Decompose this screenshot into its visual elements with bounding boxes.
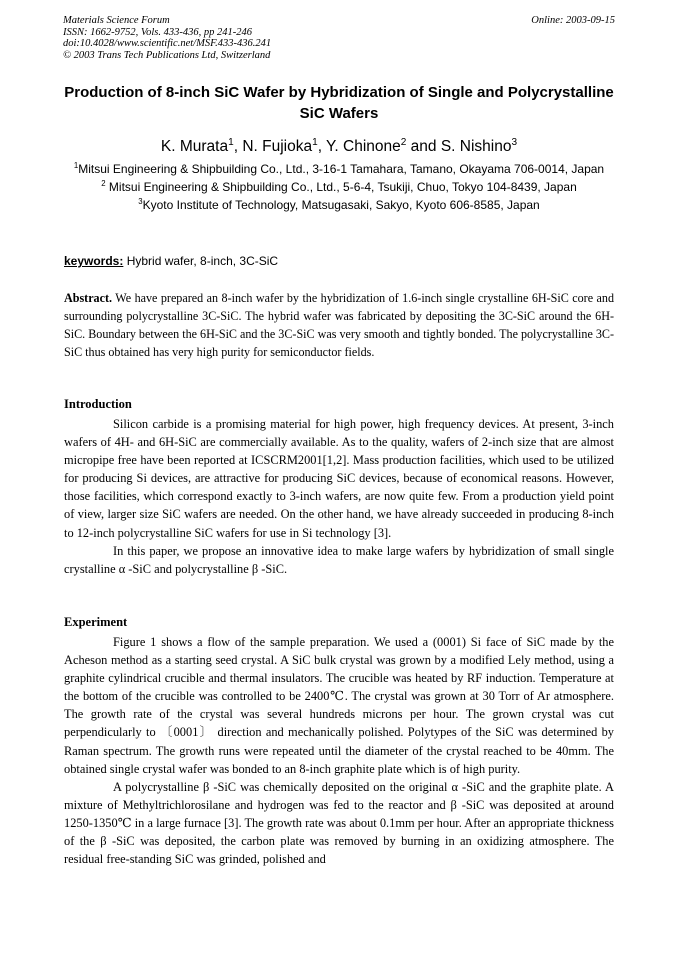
keywords-label: keywords: bbox=[64, 254, 124, 268]
author-name: , N. Fujioka bbox=[233, 138, 313, 155]
abstract-label: Abstract. bbox=[64, 291, 113, 305]
paragraph: A polycrystalline β -SiC was chemically deposited on the original α -SiC and the graphite plate. A mixture of Methyltrichlorosilane and hydrogen was fed to the reactor and β -SiC was deposited at around 1250-1350℃ in a large furnace [3]. The growth rate was about 0.1mm per hour. After an appropriate thickness of the β -SiC was deposited, the carbon plate was removed by burning in an oxidizing atmosphere. The residual free-standing SiC was grinded, polished and bbox=[64, 779, 614, 867]
affiliation-text: Kyoto Institute of Technology, Matsugasaki, Sakyo, Kyoto 606-8585, Japan bbox=[142, 198, 540, 212]
online-date: Online: 2003-09-15 bbox=[531, 15, 615, 26]
author-name: and S. Nishino bbox=[406, 138, 512, 155]
journal-name: Materials Science Forum bbox=[63, 15, 170, 26]
experiment-heading: Experiment bbox=[64, 615, 128, 629]
abstract bbox=[64, 289, 614, 361]
author-list bbox=[60, 136, 618, 158]
affil-mark: 3 bbox=[138, 197, 143, 206]
paper-title: Production of 8-inch SiC Wafer by Hybridization of Single and Polycrystalline SiC Wafers bbox=[64, 84, 614, 122]
author-affil-mark: 1 bbox=[228, 136, 234, 148]
affiliations bbox=[60, 160, 618, 214]
abstract-text: We have prepared an 8-inch wafer by the hybridization of 1.6-inch single crystalline 6H-SiC core and surrounding polycrystalline 3C-SiC. The hybrid wafer was fabricated by depositing the 3C-SiC around the 6H-SiC. Boundary between the 6H-SiC and the 3C-SiC was very smooth and tightly bonded. The polycrystalline 3C-SiC thus obtained has very high purity for semiconductor fields. bbox=[64, 291, 614, 360]
author-name: K. Murata bbox=[160, 138, 229, 155]
affiliation-text: Mitsui Engineering & Shipbuilding Co., Ltd., 3-16-1 Tamahara, Tamano, Okayama 706-0014, Japan bbox=[78, 162, 605, 176]
doi-line: doi:10.4028/www.scientific.net/MSF.433-436.241 bbox=[63, 38, 272, 49]
paragraph: Figure 1 shows a flow of the sample preparation. We used a (0001) Si face of SiC made by the Acheson method as a starting seed crystal. A SiC bulk crystal was grown by a modified Lely method, using a graphite cylindrical crucible and thermal insulators. The crucible was heated by RF induction. Temperature at the bottom of the crucible was controlled to be 2400℃. The crystal was grown at 30 Torr of Ar atmosphere. The growth rate of the crystal was several hundreds microns per hour. The grown crystal was cut perpendicularly to 〔0001〕 direction and mechanically polished. Polytypes of the SiC was determined by Raman spectrum. The growth runs were repeated until the diameter of the crystal reached to be 40mm. The obtained single crystal wafer was bonded to an 8-inch graphite plate which is of high purity. bbox=[64, 635, 614, 776]
affil-mark: 2 bbox=[101, 179, 106, 188]
keywords-line bbox=[64, 254, 614, 268]
journal-header bbox=[63, 15, 271, 61]
affiliation-text: Mitsui Engineering & Shipbuilding Co., Ltd., 5-6-4, Tsukiji, Chuo, Tokyo 104-8439, Japan bbox=[105, 180, 577, 194]
copyright-line: © 2003 Trans Tech Publications Ltd, Switzerland bbox=[63, 49, 271, 61]
paragraph: Silicon carbide is a promising material for high power, high frequency devices. At present, 3-inch wafers of 4H- and 6H-SiC are commercially available. As to the quality, wafers of 2-inch size that are almost micropipe free have been reported at ICSCRM2001[1,2]. Mass production facilities, which used to be utilized for producing Si devices, are attractive for producing SiC devices, because of economical reasons. However, those facilities, which correspond exactly to 3-inch wafers, are now quite few. From a production yield point of view, larger size SiC wafers are needed. On the other hand, we have already succeeded in producing 8-inch to 12-inch polycrystalline SiC wafers for use in Si technology [3]. bbox=[64, 417, 614, 540]
affil-mark: 1 bbox=[73, 161, 79, 170]
paragraph: In this paper, we propose an innovative idea to make large wafers by hybridization of small single crystalline α -SiC and polycrystalline β -SiC. bbox=[64, 543, 614, 576]
author-affil-mark: 3 bbox=[511, 136, 518, 148]
keywords-text: Hybrid wafer, 8-inch, 3C-SiC bbox=[123, 254, 279, 268]
affiliation-3 bbox=[60, 196, 618, 214]
affiliation-2 bbox=[60, 178, 618, 196]
introduction-body bbox=[64, 415, 614, 578]
author-name: , Y. Chinone bbox=[317, 138, 401, 155]
affiliation-1 bbox=[60, 160, 618, 178]
introduction-heading: Introduction bbox=[64, 397, 132, 411]
author-affil-mark: 1 bbox=[312, 136, 318, 148]
issn-line: ISSN: 1662-9752, Vols. 433-436, pp 241-246 bbox=[63, 26, 252, 38]
experiment-body bbox=[64, 633, 614, 868]
author-affil-mark: 2 bbox=[400, 136, 407, 148]
